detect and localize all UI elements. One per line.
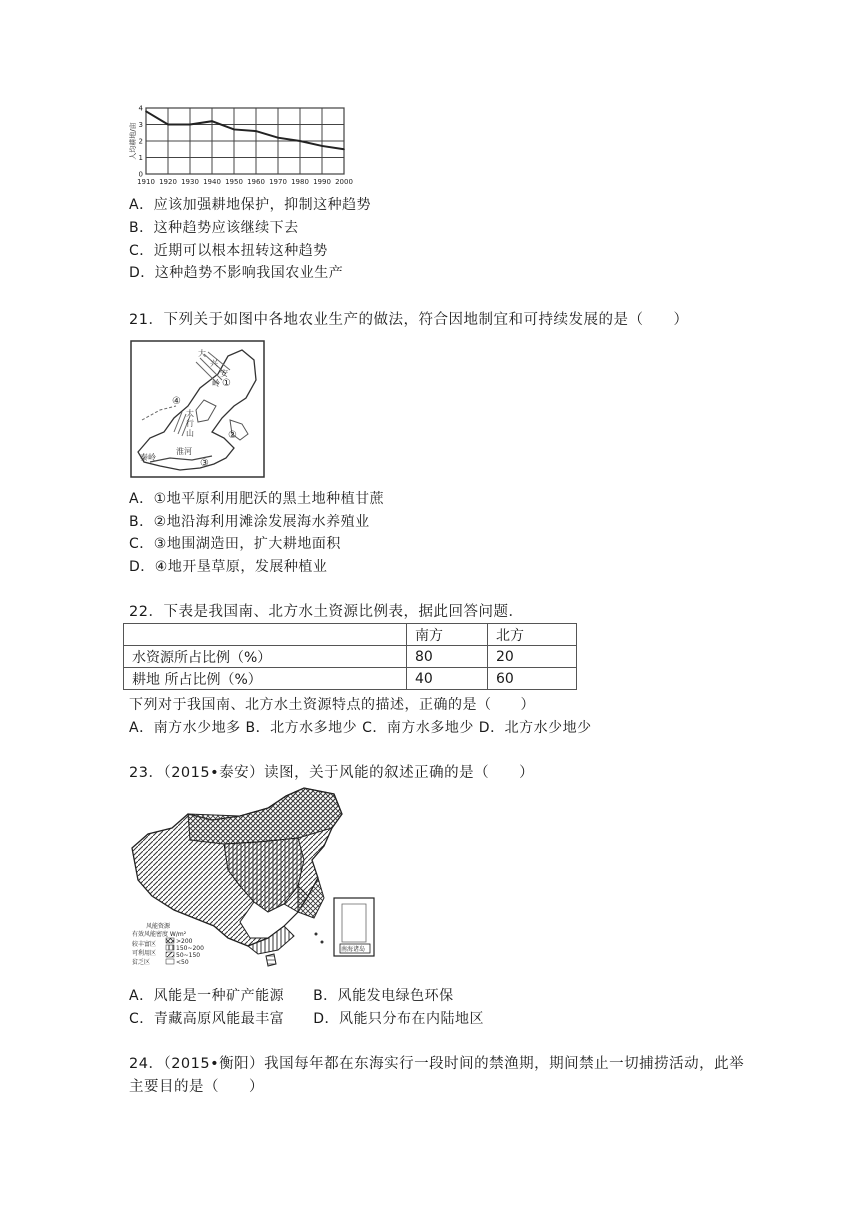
q21-option-c: C．③地围湖造田，扩大耕地面积 xyxy=(129,536,341,552)
chart-point xyxy=(255,130,257,132)
chart-point xyxy=(145,111,147,113)
q20-chart-svg xyxy=(128,102,360,196)
chart-y-tick-label: 3 xyxy=(138,121,143,129)
chart-x-tick-label: 1940 xyxy=(203,178,221,186)
chart-point xyxy=(189,124,191,126)
q21-map-marker-1: ① xyxy=(222,378,231,389)
chart-point xyxy=(299,140,301,142)
q22-header-blank xyxy=(124,624,407,646)
q22-cell-land-label: 耕地 所占比例（%） xyxy=(124,668,407,690)
q21-map-label-qinling: 秦岭 xyxy=(140,453,156,462)
chart-point xyxy=(321,145,323,147)
q24-stem-line1: 24．（2015•衡阳）我国每年都在东海实行一段时间的禁渔期，期间禁止一切捕捞活动，此举 xyxy=(129,1056,745,1072)
q22-cell-water-label: 水资源所占比例（%） xyxy=(124,646,407,668)
q21-map-marker-2: ② xyxy=(228,430,237,441)
chart-y-tick-label: 0 xyxy=(138,170,143,179)
chart-x-tick-label: 1970 xyxy=(269,178,287,186)
chart-x-tick-label: 1910 xyxy=(137,178,155,186)
table-row xyxy=(124,646,577,668)
q22-cell-water-north: 20 xyxy=(488,646,577,668)
q20-chart xyxy=(128,102,360,196)
chart-point xyxy=(167,124,169,126)
q22-table xyxy=(123,623,577,690)
q21-map-label-daxing: 大 xyxy=(198,349,206,358)
chart-point xyxy=(277,137,279,139)
chart-x-tick-label: 1930 xyxy=(181,178,199,186)
q23-legend-usable: 可利用区 xyxy=(132,950,157,957)
q21-stem: 21．下列关于如图中各地农业生产的做法，符合因地制宜和可持续发展的是（ ） xyxy=(129,312,689,328)
q23-legend-lt50: <50 xyxy=(176,959,189,966)
q20-option-c: C．近期可以根本扭转这种趋势 xyxy=(129,243,328,259)
chart-point xyxy=(211,120,213,122)
q20-option-d: D．这种趋势不影响我国农业生产 xyxy=(129,265,344,281)
chart-y-tick-label: 2 xyxy=(138,137,143,146)
q23-legend-poor: 贫乏区 xyxy=(132,959,151,966)
chart-point xyxy=(233,129,235,131)
q21-map xyxy=(130,340,265,478)
chart-x-tick-label: 1980 xyxy=(291,178,309,186)
q21-option-d: D．④地开垦草原，发展种植业 xyxy=(129,559,328,575)
q21-map-marker-3: ③ xyxy=(200,458,209,469)
q23-legend-gt200: >200 xyxy=(176,938,193,945)
chart-x-tick-label: 1960 xyxy=(247,178,265,186)
q23-legend-unit: 有效风能密度 W/m² xyxy=(132,931,187,938)
q24-stem-line2: 主要目的是（ ） xyxy=(129,1079,264,1095)
q21-map-label-huaihe: 淮河 xyxy=(176,447,192,456)
q21-map-svg xyxy=(130,340,265,478)
q22-sub: 下列对于我国南、北方水土资源特点的描述，正确的是（ ） xyxy=(129,697,535,713)
chart-x-tick-label: 1990 xyxy=(313,178,331,186)
q21-map-label-xing: 兴 xyxy=(210,359,218,368)
q21-map-marker-4: ④ xyxy=(172,396,181,407)
q21-map-label-an: 安 xyxy=(220,369,228,378)
q21-option-a: A．①地平原利用肥沃的黑土地种植甘蔗 xyxy=(129,491,385,507)
chart-point xyxy=(343,148,345,150)
q23-legend-150-200: 150~200 xyxy=(176,945,204,952)
q23-options-row1: A．风能是一种矿产能源 B．风能发电绿色环保 xyxy=(129,988,454,1004)
chart-x-tick-label: 2000 xyxy=(335,178,353,186)
q21-map-label-ling: 岭 xyxy=(212,379,220,388)
q23-legend-rich: 较丰富区 xyxy=(132,941,157,948)
q21-map-label-tai: 太 xyxy=(186,409,194,418)
q23-options-row2: C．青藏高原风能最丰富 D．风能只分布在内陆地区 xyxy=(129,1011,485,1027)
q23-wind-map xyxy=(128,786,380,972)
q23-inset-label: 南海诸岛 xyxy=(341,946,366,953)
q21-map-label-shan: 山 xyxy=(186,429,194,438)
q22-header-south: 南方 xyxy=(407,624,488,646)
q22-cell-land-south: 40 xyxy=(407,668,488,690)
q22-options: A．南方水少地多 B．北方水多地少 C．南方水多地少 D．北方水少地少 xyxy=(129,720,592,736)
q23-stem: 23．（2015•泰安）读图，关于风能的叙述正确的是（ ） xyxy=(129,765,535,781)
chart-y-axis-label: 人均耕地/亩 xyxy=(129,122,137,160)
chart-x-tick-label: 1950 xyxy=(225,178,243,186)
q21-option-b: B．②地沿海利用滩涂发展海水养殖业 xyxy=(129,514,370,530)
q23-legend-50-150: 50~150 xyxy=(176,952,201,959)
q22-cell-land-north: 60 xyxy=(488,668,577,690)
q20-option-b: B．这种趋势应该继续下去 xyxy=(129,220,299,236)
chart-x-tick-label: 1920 xyxy=(159,178,177,186)
table-row xyxy=(124,668,577,690)
chart-y-tick-label: 1 xyxy=(138,154,143,162)
chart-y-tick-label: 4 xyxy=(138,104,143,113)
q23-wind-map-svg xyxy=(128,786,380,972)
q23-legend-title: 风能资源 xyxy=(146,923,171,930)
q22-header-north: 北方 xyxy=(488,624,577,646)
q21-map-label-hang: 行 xyxy=(186,419,194,428)
q20-option-a: A．应该加强耕地保护，抑制这种趋势 xyxy=(129,197,372,213)
q22-stem: 22．下表是我国南、北方水土资源比例表，据此回答问题． xyxy=(129,604,524,620)
q22-cell-water-south: 80 xyxy=(407,646,488,668)
table-row xyxy=(124,624,577,646)
